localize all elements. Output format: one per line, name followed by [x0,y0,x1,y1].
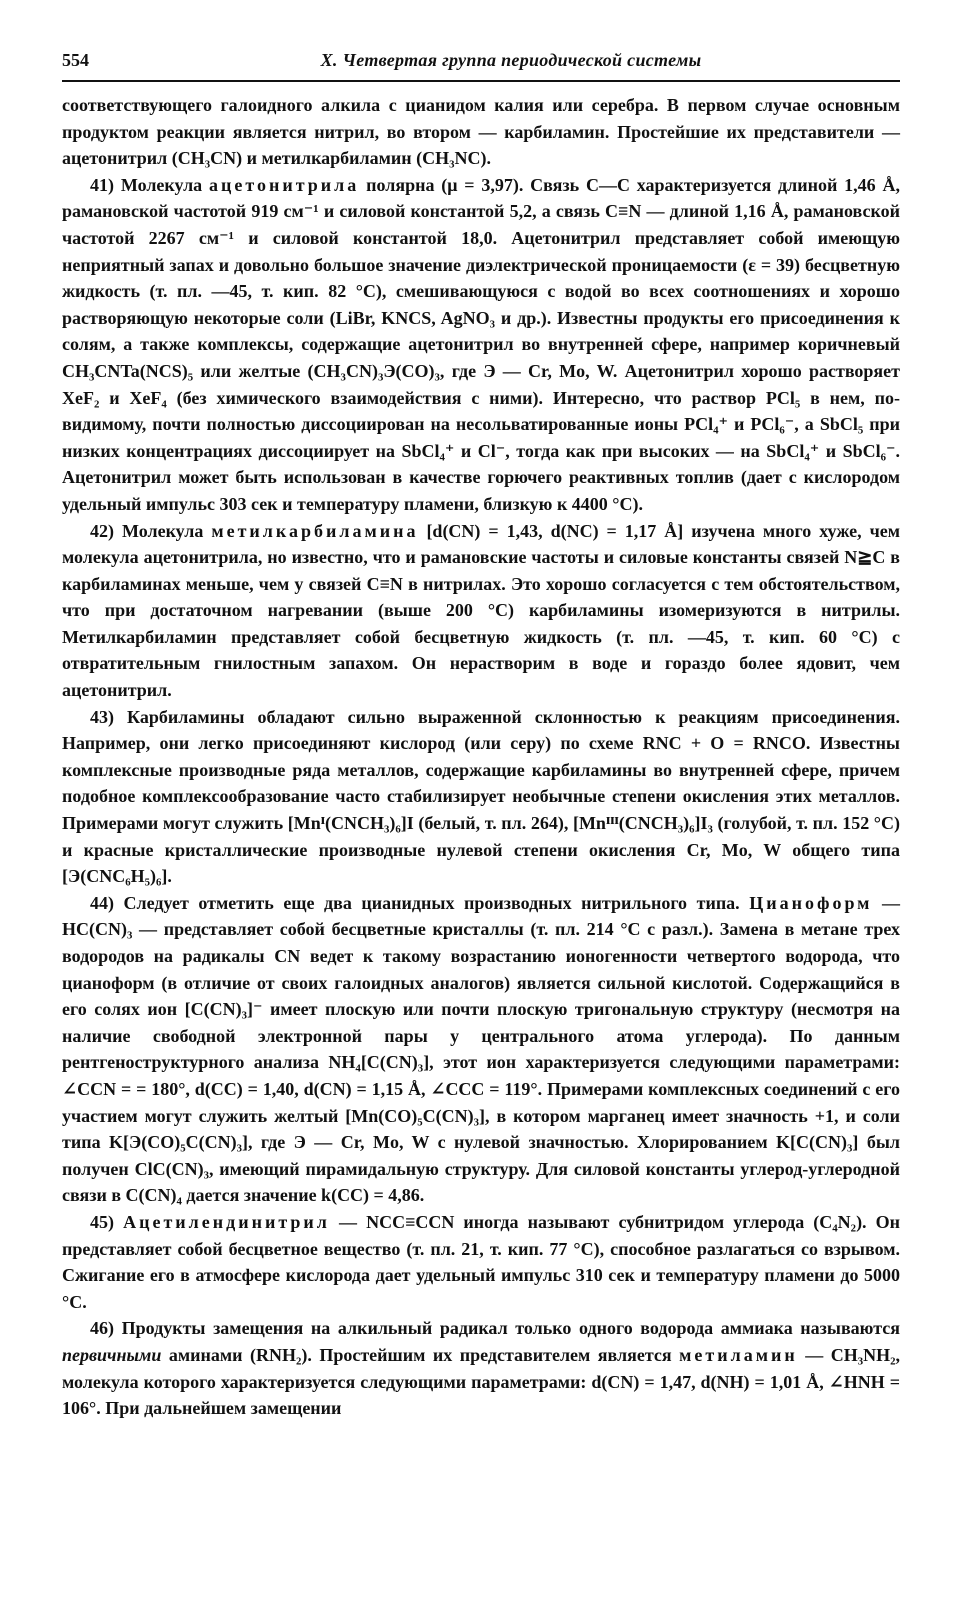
paragraph-46-part-c: — CH₃NH₂, молекула которого характеризуется следующими параметрами: d(CN) = 1,47, d(NH) = 1,01 Å, ∠HNH = 106°. При дальнейшем замещении [62,1344,901,1419]
paragraph-46-part-a: 46) Продукты замещения на алкильный радикал только одного водорода аммиака называются [90,1318,900,1339]
paragraph-45 [62,1209,900,1315]
term-methylamine: метиламин [679,1344,798,1365]
paragraph-44-intro: 44) Следует отметить еще два цианидных производных нитрильного типа. [90,892,740,913]
page-number: 554 [62,50,89,70]
running-title: X. Четвертая группа периодической системы [320,50,702,70]
term-cyanoform: Цианоформ [749,892,873,913]
paragraph-43: 43) Карбиламины обладают сильно выраженной склонностью к реакциям присоединения. Например, они легко присоединяют кислород (или серу) по схеме RNC + O = RNCO. Известны комплексные производные ряда металлов, содержащие карбиламины во внутренней сфере, причем подобное комплексообразование часто стабилизирует необычные степени окисления этих металлов. Примерами могут служить [Mnᴵ(CNCH₃)₆]I (белый, т. пл. 264), [Mnᴵᴵᴵ(CNCH₃)₆]I₃ (голубой, т. пл. 152 °C) и красные кристаллические производные нулевой степени окисления Cr, Mo, W общего типа [Э(CNC₆H₅)₆]. [62,706,900,887]
paragraph-intro: соответствующего галоидного алкила с цианидом калия или серебра. В первом случае основным продуктом реакции является нитрил, во втором — карбиламин. Простейшие их представители — ацетонитрил (CH₃CN) и метилкарбиламин (CH₃NC). [62,95,900,169]
term-primary: первичными [62,1344,162,1365]
term-methylcarbylamine: метилкарбиламина [211,520,419,541]
paragraph-46-part-b: аминами (RNH₂). Простейшим их представителем является [168,1344,672,1365]
paragraph-44 [62,890,900,1209]
paragraph-45-text: — NCC≡CCN иногда называют субнитридом углерода (C₄N₂). Он представляет собой бесцветное вещество (т. пл. 21, т. кип. 77 °C), способное разлагаться со взрывом. Сжигание его в атмосфере кислорода дает удельный импульс 310 сек и температуру пламени до 5000 °C. [62,1211,901,1312]
paragraph-44-text: — HC(CN)₃ — представляет собой бесцветные кристаллы (т. пл. 214 °C с разл.). Замена в метане трех водородов на радикалы CN ведет к такому возрастанию ионогенности четвертого водорода, что цианоформ (в отличие от своих галоидных аналогов) является сильной кислотой. Содержащийся в его солях ион [C(CN)₃]⁻ имеет плоскую или почти плоскую тригональную структуру (несмотря на наличие свободной электронной пары у центрального атома углерода). По данным рентгеноструктурного анализа NH₄[C(CN)₃], этот ион характеризуется следующими параметрами: ∠CCN = = 180°, d(CC) = 1,40, d(CN) = 1,15 Å, ∠CCC = 119°. Примерами комплексных соединений с его участием могут служить желтый [Mn(CO)₅C(CN)₃], в котором марганец имеет значность +1, и соли типа K[Э(CO)₅C(CN)₃], где Э — Cr, Mo, W с нулевой значностью. Хлорированием K[C(CN)₃] был получен ClC(CN)₃, имеющий пирамидальную структуру. Для силовой константы углерод-углеродной связи в C(CN)₄ дается значение k(CC) = 4,86. [62,892,901,1206]
note-number-42: 42) Молекула [90,520,204,541]
body-text [62,92,900,1422]
term-acetylenedinitrile: Ацетилендинитрил [123,1211,330,1232]
paragraph-46 [62,1315,900,1421]
paragraph-41 [62,172,900,518]
paragraph-41-text: полярна (μ = 3,97). Связь C—C характеризуется длиной 1,46 Å, рамановской частотой 919 см⁻¹ и силовой константой 5,2, а связь C≡N — длиной 1,16 Å, рамановской частотой 2267 см⁻¹ и силовой константой 18,0. Ацетонитрил представляет собой имеющую неприятный запах и довольно большое значение диэлектрической проницаемости (ε = 39) бесцветную жидкость (т. пл. —45, т. кип. 82 °C), смешивающуюся с водой во всех соотношениях и хорошо растворяющую некоторые соли (LiBr, KNCS, AgNO₃ и др.). Известны продукты его присоединения к солям, а также комплексы, содержащие ацетонитрил во внутренней сфере, например коричневый CH₃CNTa(NCS)₅ или желтые (CH₃CN)₃Э(CO)₃, где Э — Cr, Mo, W. Ацетонитрил хорошо растворяет XeF₂ и XeF₄ (без химического взаимодействия с ними). Интересно, что раствор PCl₅ в нем, по-видимому, почти полностью диссоциирован на несольватированные ионы PCl₄⁺ и PCl₆⁻, а SbCl₅ при низких концентрациях диссоциирует на SbCl₄⁺ и Cl⁻, тогда как при высоких — на SbCl₄⁺ и SbCl₆⁻. Ацетонитрил может быть использован в качестве горючего реактивных топлив (дает с кислородом удельный импульс 303 сек и температуру пламени, близкую к 4400 °C). [62,174,901,514]
page-header [62,50,900,82]
paragraph-42-text: [d(CN) = 1,43, d(NC) = 1,17 Å] изучена много хуже, чем молекула ацетонитрила, но известно, что и рамановские частоты и силовые константы связей N≧C в карбиламинах меньше, чем у связей C≡N в нитрилах. Это хорошо согласуется с тем обстоятельством, что при достаточном нагревании (выше 200 °C) карбиламины изомеризуются в нитрилы. Метилкарбиламин представляет собой бесцветную жидкость (т. пл. —45, т. кип. 60 °C) с отвратительным гнилостным запахом. Он нерастворим в воде и гораздо более ядовит, чем ацетонитрил. [62,520,900,701]
paragraph-42 [62,518,900,704]
note-number-45: 45) [90,1211,114,1232]
term-acetonitrile: ацетонитрила [209,174,360,195]
note-number-41: 41) Молекула [90,174,203,195]
